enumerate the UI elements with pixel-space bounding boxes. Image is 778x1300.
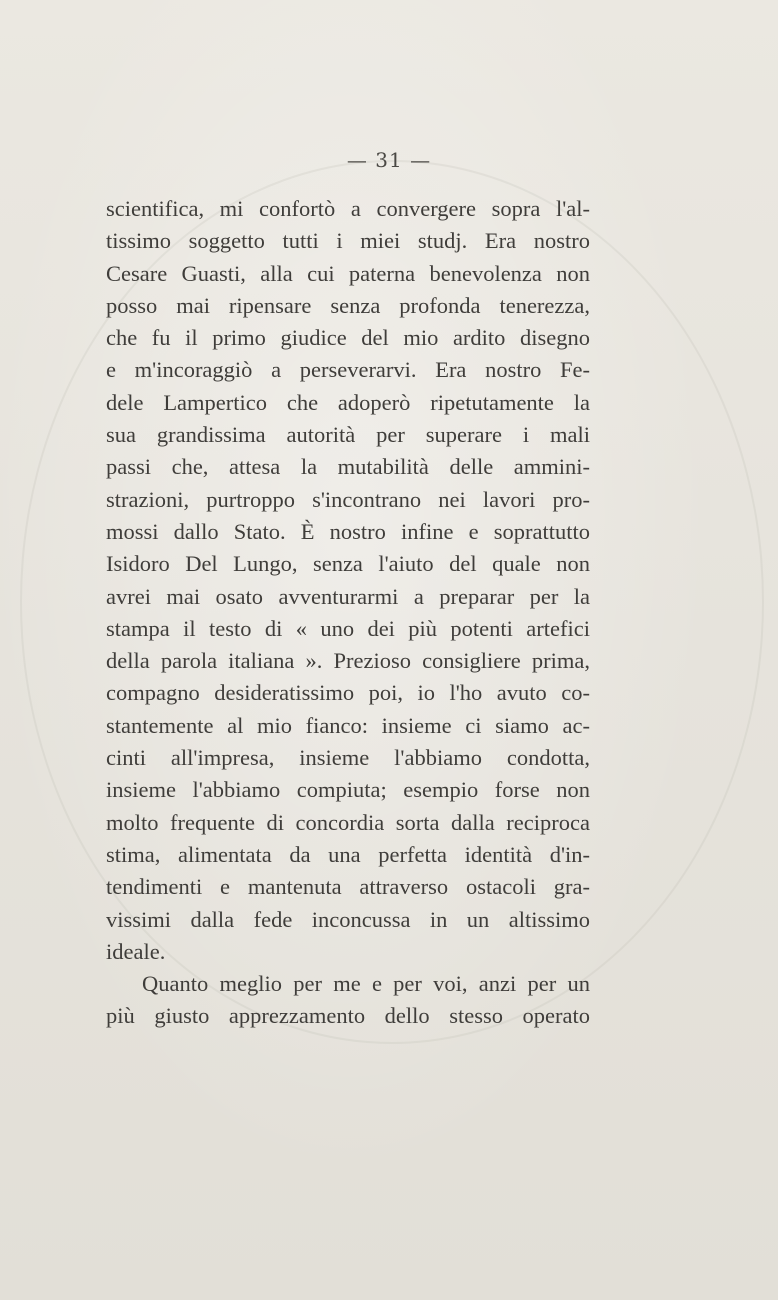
text-line: stima, alimentata da una perfetta identità d'in-: [106, 841, 590, 867]
text-line: tendimenti e mantenuta attraverso ostacoli gra-: [106, 874, 590, 900]
body-text: [106, 193, 590, 1033]
text-line: cinti all'impresa, insieme l'abbiamo condotta,: [106, 745, 590, 771]
text-line: avrei mai osato avventurarmi a preparar per la: [106, 583, 590, 609]
text-line: Cesare Guasti, alla cui paterna benevolenza non: [106, 260, 590, 286]
text-line: molto frequente di concordia sorta dalla reciproca: [106, 809, 590, 835]
text-line: sua grandissima autorità per superare i mali: [106, 422, 590, 448]
text-line: che fu il primo giudice del mio ardito disegno: [106, 325, 590, 351]
text-line: tissimo soggetto tutti i miei studj. Era nostro: [106, 228, 590, 254]
text-line: Quanto meglio per me e per voi, anzi per un: [142, 971, 590, 997]
text-line: stantemente al mio fianco: insieme ci siamo ac-: [106, 712, 590, 738]
text-line: scientifica, mi confortò a convergere sopra l'al-: [106, 196, 590, 221]
text-line: strazioni, purtroppo s'incontrano nei lavori pro-: [106, 486, 590, 512]
text-line: e m'incoraggiò a perseverarvi. Era nostro Fe-: [106, 357, 590, 383]
text-line: stampa il testo di « uno dei più potenti artefici: [106, 615, 590, 641]
text-line: ideale.: [106, 938, 166, 964]
text-line: passi che, attesa la mutabilità delle ammini-: [106, 454, 590, 480]
text-line: più giusto apprezzamento dello stesso operato: [106, 1003, 590, 1029]
text-line: dele Lampertico che adoperò ripetutamente la: [106, 389, 590, 415]
text-line: compagno desideratissimo poi, io l'ho avuto co-: [106, 680, 590, 706]
text-line: insieme l'abbiamo compiuta; esempio forse non: [106, 777, 590, 803]
text-line: Isidoro Del Lungo, senza l'aiuto del quale non: [106, 551, 590, 577]
page-number: — 31 —: [346, 148, 432, 172]
text-line: mossi dallo Stato. È nostro infine e soprattutto: [106, 518, 590, 544]
text-line: della parola italiana ». Prezioso consigliere prima,: [106, 648, 590, 674]
text-line: vissimi dalla fede inconcussa in un altissimo: [106, 906, 590, 932]
text-line: posso mai ripensare senza profonda tenerezza,: [106, 292, 590, 318]
